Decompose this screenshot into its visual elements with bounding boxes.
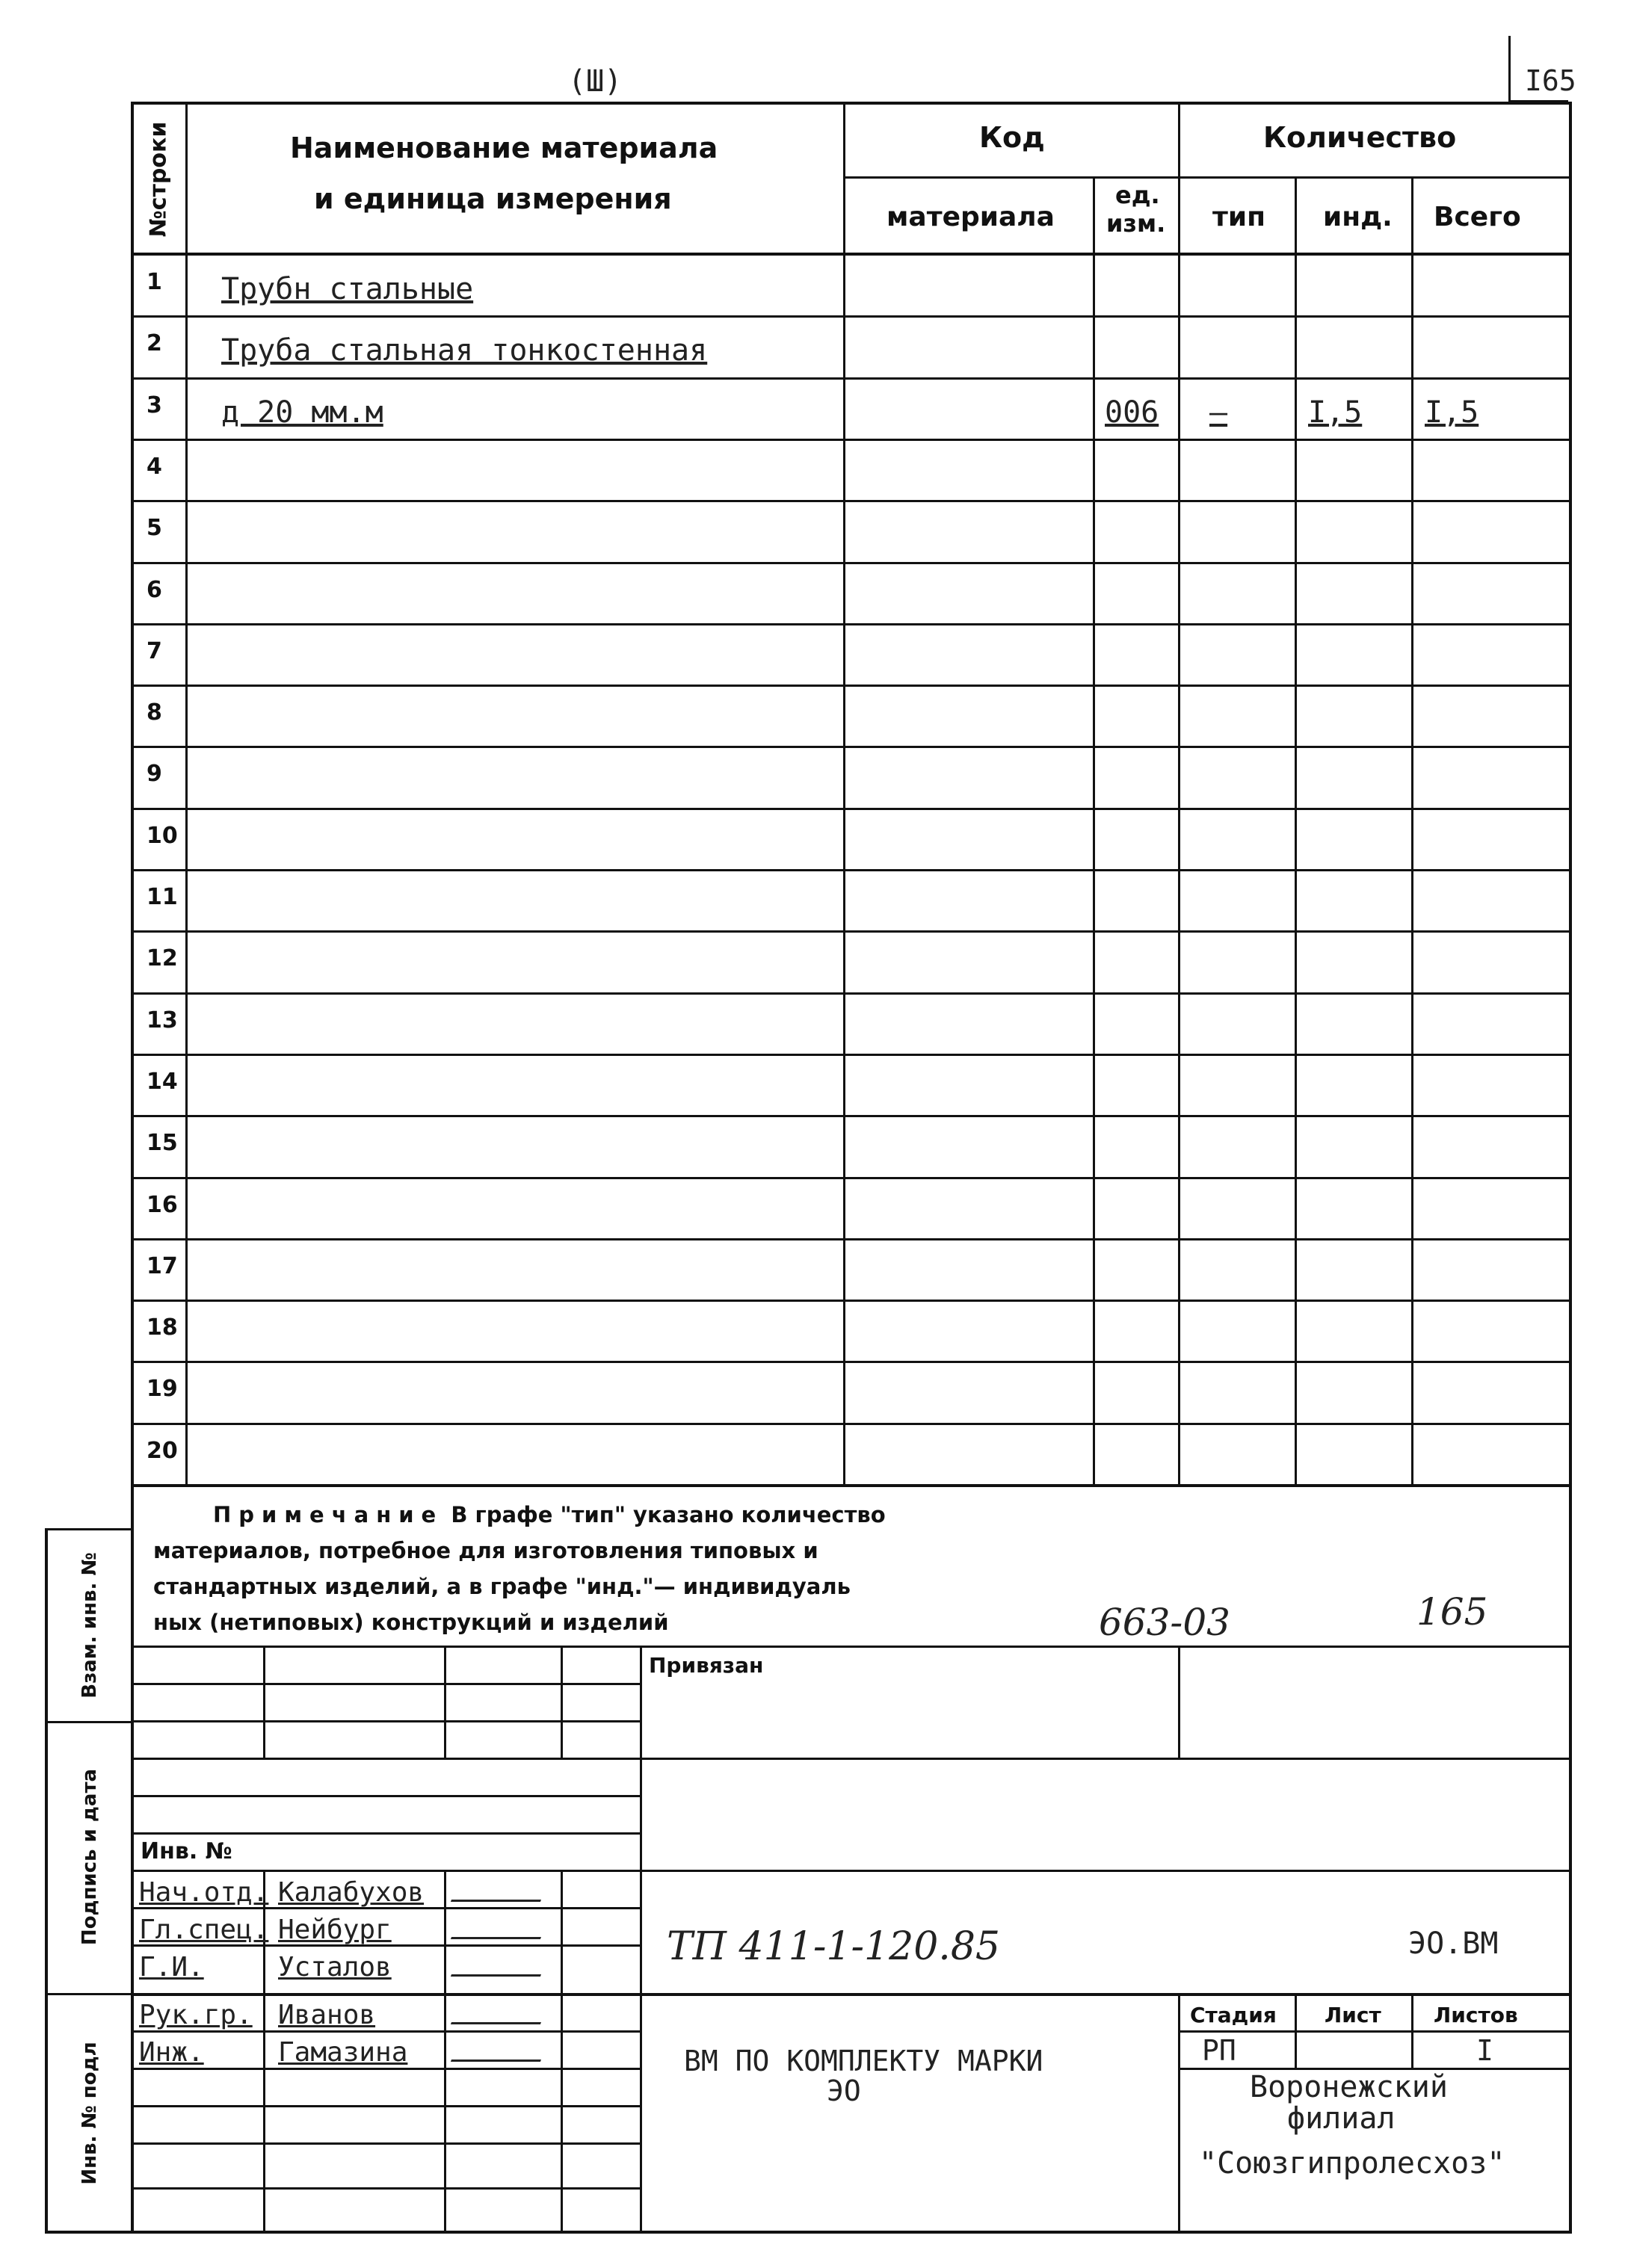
handwritten-code: 663-03: [1099, 1601, 1230, 1644]
sheets-value: I: [1476, 2034, 1493, 2067]
row-separator: [131, 1423, 1572, 1425]
row-number: 7: [147, 638, 162, 664]
signer-role: Гл.спец.: [139, 1915, 269, 1945]
signer-name: Гамазина: [278, 2037, 408, 2068]
unit-code: 006: [1105, 395, 1159, 430]
signer-name: Калабухов: [278, 1877, 425, 1908]
row-separator: [131, 992, 1572, 995]
privyazan-label: Привязан: [649, 1653, 764, 1678]
material-name: Труба стальная тонкостенная: [221, 333, 708, 368]
row-number: 2: [147, 330, 162, 356]
row-separator: [131, 315, 1572, 318]
organization-line2: филиал: [1287, 2101, 1396, 2136]
stage-label: Стадия: [1190, 2003, 1277, 2027]
inventory-number-label: Инв. №: [141, 1838, 232, 1864]
note-line3: стандартных изделий, а в графе "инд."— индивидуаль: [153, 1574, 851, 1599]
code-header: Код: [979, 121, 1045, 154]
sheet-label: Лист: [1325, 2003, 1381, 2027]
row-number: 11: [147, 884, 178, 910]
material-name: Трубн стальные: [221, 272, 474, 306]
row-number: 4: [147, 454, 162, 480]
signer-role: Рук.гр.: [139, 2000, 253, 2030]
note-line1: В графе "тип" указано количество: [451, 1502, 886, 1527]
row-separator: [131, 1054, 1572, 1056]
row-number: 15: [147, 1130, 178, 1156]
row-number: 19: [147, 1376, 178, 1402]
row-number: 1: [147, 269, 162, 295]
side-label-signature-date: Подпись и дата: [78, 1768, 101, 1946]
stage-value: РП: [1202, 2034, 1236, 2067]
row-separator: [131, 439, 1572, 441]
row-number: 14: [147, 1069, 178, 1095]
document-title-line2: ЭО: [827, 2074, 861, 2107]
top-marker: (Ш): [568, 64, 623, 99]
note-line4: ных (нетиповых) конструкций и изделий: [153, 1610, 669, 1635]
name-header-line2: и единица измерения: [314, 182, 672, 215]
row-number: 8: [147, 699, 162, 726]
material-code-subheader: материала: [886, 202, 1055, 232]
signature-mark: [451, 1995, 551, 2024]
row-separator: [131, 1361, 1572, 1363]
signer-role: Нач.отд.: [139, 1877, 269, 1908]
organization-line3: "Союзгипролесхоз": [1199, 2146, 1505, 2181]
row-separator: [131, 930, 1572, 933]
row-separator: [131, 808, 1572, 810]
row-separator: [131, 377, 1572, 380]
project-designation: ТП 411-1-120.85: [667, 1924, 1000, 1969]
note-prefix: Примечание: [213, 1502, 444, 1527]
signer-name: Иванов: [278, 2000, 376, 2030]
type-subheader: тип: [1212, 202, 1265, 232]
rownum-header: №строки: [145, 121, 172, 238]
row-separator: [131, 500, 1572, 502]
row-number: 18: [147, 1314, 178, 1341]
organization-line1: Воронежский: [1250, 2070, 1448, 2104]
type-quantity: –: [1209, 395, 1228, 430]
row-separator: [131, 1115, 1572, 1117]
row-number: 16: [147, 1192, 178, 1218]
corner-page-number: I65: [1525, 64, 1576, 97]
material-name: д 20 мм.м: [221, 395, 383, 430]
row-number: 13: [147, 1007, 178, 1033]
row-separator: [131, 1300, 1572, 1302]
document-title-line1: ВМ ПО КОМПЛЕКТУ МАРКИ: [684, 2045, 1043, 2077]
row-separator: [131, 562, 1572, 564]
row-number: 20: [147, 1438, 178, 1464]
sheets-label: Листов: [1434, 2003, 1518, 2027]
quantity-header: Количество: [1263, 121, 1457, 154]
side-label-replacement-inventory: Взам. инв. №: [78, 1552, 101, 1699]
row-separator: [131, 746, 1572, 748]
signature-mark: [451, 1873, 551, 1902]
signer-role: Инж.: [139, 2037, 204, 2068]
row-number: 17: [147, 1253, 178, 1279]
signer-name: Усталов: [278, 1952, 392, 1983]
signature-mark: [451, 2033, 551, 2062]
signature-mark: [451, 1910, 551, 1939]
row-number: 6: [147, 577, 162, 603]
signer-name: Нейбург: [278, 1915, 392, 1945]
unit-subheader-1: ед.: [1115, 181, 1160, 209]
row-number: 9: [147, 761, 162, 787]
row-separator: [131, 869, 1572, 871]
row-number: 3: [147, 392, 162, 418]
signer-role: Г.И.: [139, 1952, 204, 1983]
document-mark: ЭО.ВМ: [1408, 1926, 1499, 1961]
side-label-original-inventory: Инв. № подл: [78, 2042, 101, 2185]
ind-subheader: инд.: [1323, 202, 1393, 232]
individual-quantity: I,5: [1308, 395, 1363, 430]
note-block: [153, 1502, 886, 1635]
row-separator: [131, 1177, 1572, 1179]
row-number: 10: [147, 823, 178, 849]
signature-mark: [451, 1947, 551, 1977]
corner-vertical-line: [1508, 36, 1511, 103]
row-separator: [131, 623, 1572, 625]
handwritten-sheet: 165: [1416, 1590, 1488, 1634]
row-number: 5: [147, 515, 162, 541]
row-number: 12: [147, 945, 178, 971]
total-subheader: Всего: [1434, 202, 1521, 232]
unit-subheader-2: изм.: [1106, 209, 1166, 238]
total-quantity: I,5: [1425, 395, 1479, 430]
row-separator: [131, 1238, 1572, 1240]
row-separator: [131, 685, 1572, 687]
name-header-line1: Наименование материала: [290, 132, 718, 164]
note-line2: материалов, потребное для изготовления типовых и: [153, 1538, 818, 1563]
